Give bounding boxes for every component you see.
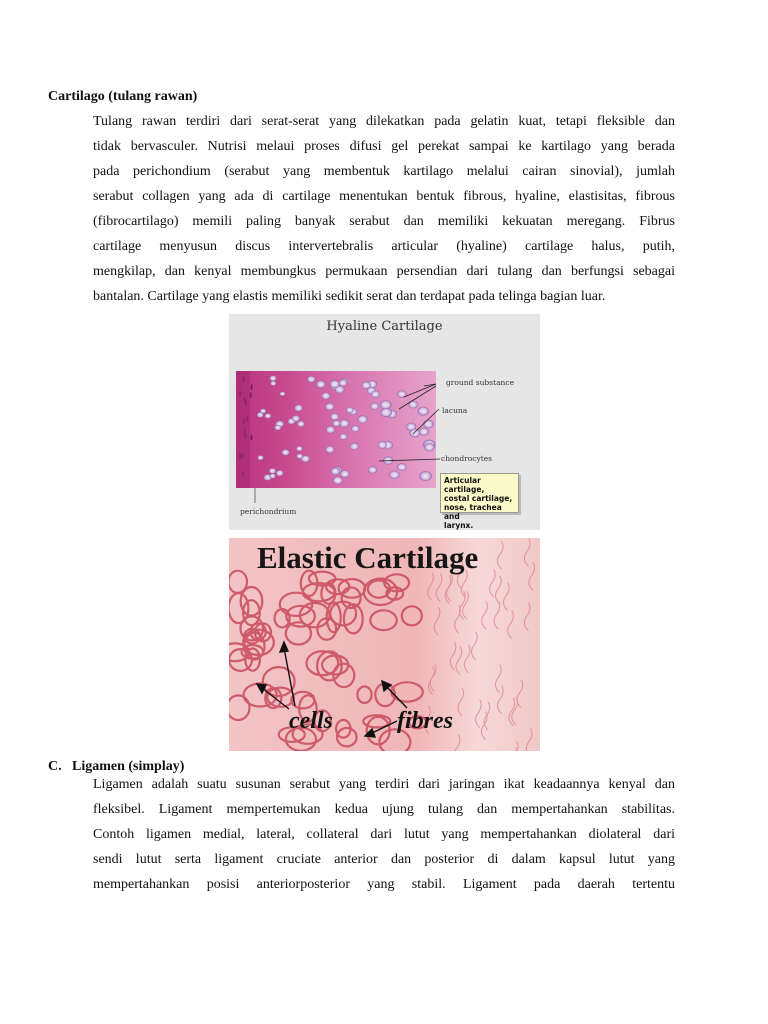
chondrocyte-lacuna <box>346 407 354 413</box>
chondrocyte-lacuna <box>316 381 325 389</box>
chondrocyte-lacuna <box>397 463 407 471</box>
perichondrium-nucleus <box>251 384 253 390</box>
chondrocyte-lacuna <box>339 380 347 387</box>
label-cells: cells <box>289 708 333 734</box>
chondrocyte-lacuna <box>333 476 343 484</box>
chondrocyte-lacuna <box>270 376 277 382</box>
chondrocyte-lacuna <box>419 428 429 436</box>
chondrocyte-lacuna <box>276 470 284 476</box>
chondrocyte-lacuna <box>330 413 339 420</box>
elastic-cartilage-figure <box>229 538 540 751</box>
chondrocyte-lacuna <box>326 426 335 433</box>
elastic-figure-title: Elastic Cartilage <box>257 540 479 575</box>
chondrocyte-lacuna <box>325 403 334 410</box>
chondrocyte-lacuna <box>419 471 431 481</box>
paragraph-line: mengkilap, dan kenyal membungkus permukaan persendian dari tulang dan berfungsi sebagai <box>93 264 675 279</box>
chondrocyte-lacuna <box>380 408 392 417</box>
chondrocyte-lacuna <box>270 474 276 479</box>
chondrocyte-lacuna <box>301 455 310 462</box>
chondrocyte-lacuna <box>282 449 290 455</box>
chondrocyte-lacuna <box>307 376 315 383</box>
label-perichondrium: perichondrium <box>240 507 297 516</box>
chondrocyte-lacuna <box>339 419 349 427</box>
paragraph-line: tidak bervasculer. Nutrisi melaui proses difusi gel perekat sampai ke kartilago yang berada <box>93 139 675 154</box>
cartilago-paragraph <box>93 109 675 309</box>
paragraph-line: (fibrocartilago) memili paling banyak serabut dan memiliki kekuatan meregang. Fibrus <box>93 214 675 229</box>
paragraph-line: cartilage menyusun discus intervertebralis articular (hyaline) cartilage halus, putih, <box>93 239 675 254</box>
chondrocyte-lacuna <box>340 470 350 478</box>
paragraph-line: serabut collagen yang ada di cartilage menentukan bentuk fibrous, hyaline, elastisitas, fibrous <box>93 189 675 204</box>
hyaline-callout-box <box>440 473 519 530</box>
perichondrium-nucleus <box>251 434 253 440</box>
paragraph-line: Tulang rawan terdiri dari serat-serat yang dilekatkan pada gelatin kuat, tetapi fleksible dan <box>93 114 675 129</box>
chondrocyte-lacuna <box>270 381 276 386</box>
paragraph-line: Contoh ligamen medial, lateral, collateral dari lutut yang mempertahankan diolateral dari <box>93 827 675 842</box>
chondrocyte-lacuna <box>333 420 341 426</box>
paragraph-line: pada perichondium (serabut yang membentuk kartilago melalui cairan sinovial), jumlah <box>93 164 675 179</box>
label-ground-substance: ground substance <box>446 378 515 387</box>
chondrocyte-lacuna <box>358 415 368 423</box>
chondrocyte-lacuna <box>350 443 359 450</box>
ligamen-paragraph <box>93 772 675 897</box>
label-fibres: fibres <box>397 708 453 734</box>
chondrocyte-lacuna <box>371 391 380 398</box>
chondrocyte-lacuna <box>423 420 434 429</box>
chondrocyte-lacuna <box>340 434 348 440</box>
chondrocyte-lacuna <box>331 468 340 475</box>
chondrocyte-lacuna <box>296 446 303 451</box>
callout-line: Articular cartilage, <box>444 476 485 494</box>
chondrocyte-lacuna <box>409 429 420 438</box>
chondrocyte-lacuna <box>257 412 264 417</box>
section-title: Ligamen (simplay) <box>72 759 185 774</box>
chondrocyte-lacuna <box>297 421 305 427</box>
callout-line: nose, trachea and <box>444 503 502 521</box>
chondrocyte-lacuna <box>325 446 334 453</box>
chondrocyte-lacuna <box>257 455 263 460</box>
label-lacuna: lacuna <box>442 406 468 415</box>
paragraph-line: mempertahankan posisi anteriorposterior yang stabil. Ligament pada daerah tertentu <box>93 877 675 892</box>
callout-line: larynx. <box>444 521 474 530</box>
chondrocyte-lacuna <box>330 380 340 388</box>
chondrocyte-lacuna <box>351 425 359 432</box>
callout-line: costal cartilage, <box>444 494 513 503</box>
paragraph-line: sendi lutut serta ligament cruciate anterior dan posterior di dalam kapsul lutut yang <box>93 852 675 867</box>
chondrocyte-lacuna <box>389 471 400 479</box>
paragraph-line: Ligamen adalah suatu susunan serabut yang terdiri dari jaringan ikat keadaannya kenyal dan <box>93 777 675 792</box>
chondrocyte-lacuna <box>322 392 331 399</box>
label-chondrocytes: chondrocytes <box>441 454 493 463</box>
chondrocyte-lacuna <box>294 405 302 412</box>
section-number: C. <box>48 759 62 774</box>
hyaline-figure-title: Hyaline Cartilage <box>326 319 443 334</box>
chondrocyte-lacuna <box>265 413 272 418</box>
chondrocyte-lacuna <box>292 415 300 421</box>
paragraph-line: bantalan. Cartilage yang elastis memiliki sedikit serat dan terdapat pada telinga bagian luar. <box>93 289 606 304</box>
chondrocyte-lacuna <box>274 425 281 430</box>
chondrocyte-lacuna <box>280 392 286 396</box>
chondrocyte-lacuna <box>370 403 379 410</box>
section-heading-cartilago: Cartilago (tulang rawan) <box>48 89 198 104</box>
paragraph-line: fleksibel. Ligament mempertemukan kedua ujung tulang dan mempertahankan stabilitas. <box>93 802 675 817</box>
chondrocyte-lacuna <box>368 466 377 473</box>
chondrocyte-lacuna <box>418 407 429 416</box>
chondrocyte-lacuna <box>269 468 276 474</box>
chondrocyte-lacuna <box>362 382 371 389</box>
chondrocyte-lacuna <box>424 443 434 451</box>
chondrocyte-lacuna <box>378 441 387 449</box>
